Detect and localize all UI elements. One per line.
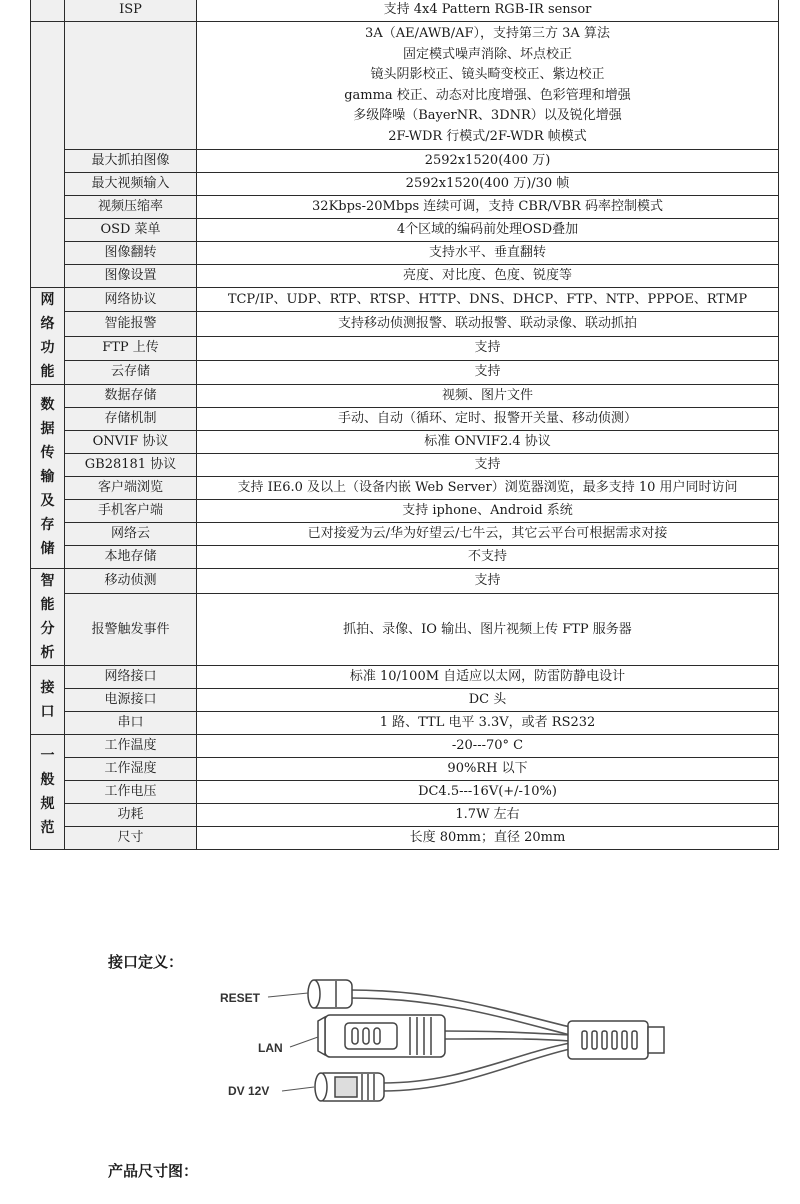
row-value: 支持 IE6.0 及以上（设备内嵌 Web Server）浏览器浏览，最多支持 10 用户同时访问: [197, 477, 779, 500]
table-row: [31, 781, 779, 804]
row-value: 长度 80mm；直径 20mm: [197, 827, 779, 850]
row-value: 标准 10/100M 自适应以太网，防雷防静电设计: [197, 666, 779, 689]
row-label: 工作湿度: [65, 758, 197, 781]
group-title: 接 口: [31, 666, 65, 735]
row-label: 工作电压: [65, 781, 197, 804]
table-row: [31, 735, 779, 758]
row-label: 智能报警: [65, 312, 197, 336]
table-row: [31, 22, 779, 150]
row-label: 手机客户端: [65, 500, 197, 523]
row-value: -20---70° C: [197, 735, 779, 758]
table-row: [31, 500, 779, 523]
reset-connector: [308, 980, 352, 1008]
row-label: 网络云: [65, 523, 197, 546]
group-title: 网 络 功 能: [31, 288, 65, 385]
table-row: [31, 219, 779, 242]
table-row: [31, 242, 779, 265]
row-value: 支持: [197, 336, 779, 360]
table-row: [31, 385, 779, 408]
row-value: DC 头: [197, 689, 779, 712]
row-value: 支持移动侦测报警、联动报警、联动录像、联动抓拍: [197, 312, 779, 336]
table-row: [31, 804, 779, 827]
row-value: [197, 22, 779, 150]
row-value: 亮度、对比度、色度、锐度等: [197, 265, 779, 288]
table-row: [31, 594, 779, 666]
row-label: FTP 上传: [65, 336, 197, 360]
row-label: 网络协议: [65, 288, 197, 312]
row-value: 支持: [197, 360, 779, 384]
lan-connector: [318, 1015, 445, 1057]
row-value: 视频、图片文件: [197, 385, 779, 408]
row-label: 存储机制: [65, 408, 197, 431]
row-label: 工作温度: [65, 735, 197, 758]
row-value: 1 路、TTL 电平 3.3V，或者 RS232: [197, 712, 779, 735]
spec-table: [30, 0, 779, 850]
row-label: 本地存储: [65, 546, 197, 569]
row-value: 抓拍、录像、IO 输出、图片视频上传 FTP 服务器: [197, 594, 779, 666]
row-value: 2592x1520(400 万): [197, 150, 779, 173]
row-label: 最大抓拍图像: [65, 150, 197, 173]
interface-definition-title: 接口定义：: [108, 953, 184, 971]
table-row: [31, 336, 779, 360]
table-row: [31, 408, 779, 431]
table-row: [31, 546, 779, 569]
row-value-line: gamma 校正、动态对比度增强、色彩管理和增强: [344, 87, 631, 103]
row-value: 32Kbps-20Mbps 连续可调，支持 CBR/VBR 码率控制模式: [197, 196, 779, 219]
row-label: 网络接口: [65, 666, 197, 689]
row-label: 数据存储: [65, 385, 197, 408]
table-row: [31, 150, 779, 173]
group-cell-empty: [31, 22, 65, 288]
row-label: [65, 22, 197, 150]
row-label: 电源接口: [65, 689, 197, 712]
row-label: ONVIF 协议: [65, 431, 197, 454]
table-row: [31, 666, 779, 689]
row-label: 图像设置: [65, 265, 197, 288]
table-row: [31, 689, 779, 712]
group-title: 一 般 规 范: [31, 735, 65, 850]
row-value-line: 2F-WDR 行模式/2F-WDR 帧模式: [388, 128, 587, 144]
reset-label: RESET: [220, 991, 261, 1005]
row-value: 支持 4x4 Pattern RGB-IR sensor: [197, 0, 779, 22]
row-label: ISP: [65, 0, 197, 22]
group-cell-empty: [31, 0, 65, 22]
row-label: 最大视频输入: [65, 173, 197, 196]
row-label: OSD 菜单: [65, 219, 197, 242]
row-value: 支持水平、垂直翻转: [197, 242, 779, 265]
table-row: [31, 712, 779, 735]
row-label: GB28181 协议: [65, 454, 197, 477]
row-value-line: 3A（AE/AWB/AF），支持第三方 3A 算法: [365, 26, 610, 41]
table-row: [31, 312, 779, 336]
lan-label: LAN: [258, 1041, 283, 1055]
row-value: DC4.5---16V(+/-10%): [197, 781, 779, 804]
row-label: 图像翻转: [65, 242, 197, 265]
row-value-line: 镜头阴影校正、镜头畸变校正、紫边校正: [370, 67, 605, 82]
row-value: 支持: [197, 569, 779, 594]
row-label: 尺寸: [65, 827, 197, 850]
row-value: 支持: [197, 454, 779, 477]
table-row: [31, 173, 779, 196]
table-row: [31, 360, 779, 384]
table-row: [31, 758, 779, 781]
row-label: 移动侦测: [65, 569, 197, 594]
spec-table-body: [31, 0, 779, 850]
table-row: [31, 827, 779, 850]
row-value: 已对接爱为云/华为好望云/七牛云，其它云平台可根据需求对接: [197, 523, 779, 546]
row-label: 串口: [65, 712, 197, 735]
table-row: [31, 569, 779, 594]
row-value-line: 多级降噪（BayerNR、3DNR）以及锐化增强: [353, 108, 622, 123]
row-label: 云存储: [65, 360, 197, 384]
table-row: [31, 431, 779, 454]
row-value: 手动、自动（循环、定时、报警开关量、移动侦测）: [197, 408, 779, 431]
row-value-line: 固定模式噪声消除、坏点校正: [402, 46, 572, 62]
table-row: [31, 454, 779, 477]
table-row: [31, 477, 779, 500]
row-value: 2592x1520(400 万)/30 帧: [197, 173, 779, 196]
table-row: [31, 523, 779, 546]
row-value: 4个区域的编码前处理OSD叠加: [197, 219, 779, 242]
row-value: 1.7W 左右: [197, 804, 779, 827]
row-value: TCP/IP、UDP、RTP、RTSP、HTTP、DNS、DHCP、FTP、NTP、PPPOE、RTMP: [197, 288, 779, 312]
table-row: [31, 265, 779, 288]
interface-diagram: [210, 955, 680, 1105]
row-label: 报警触发事件: [65, 594, 197, 666]
table-row: [31, 288, 779, 312]
main-plug: [568, 1021, 664, 1059]
row-value: 支持 iphone、Android 系统: [197, 500, 779, 523]
row-label: 视频压缩率: [65, 196, 197, 219]
group-title: 数 据 传 输 及 存 储: [31, 385, 65, 569]
dc-label: DV 12V: [228, 1084, 270, 1098]
table-row: [31, 0, 779, 22]
row-value: 90%RH 以下: [197, 758, 779, 781]
row-value: 不支持: [197, 546, 779, 569]
dimension-drawing-title: 产品尺寸图：: [108, 1162, 199, 1180]
table-row: [31, 196, 779, 219]
diagram-labels: [220, 991, 318, 1098]
dc-power-connector: [315, 1073, 384, 1101]
row-value: 标准 ONVIF2.4 协议: [197, 431, 779, 454]
group-title: 智 能 分 析: [31, 569, 65, 666]
row-label: 客户端浏览: [65, 477, 197, 500]
row-label: 功耗: [65, 804, 197, 827]
